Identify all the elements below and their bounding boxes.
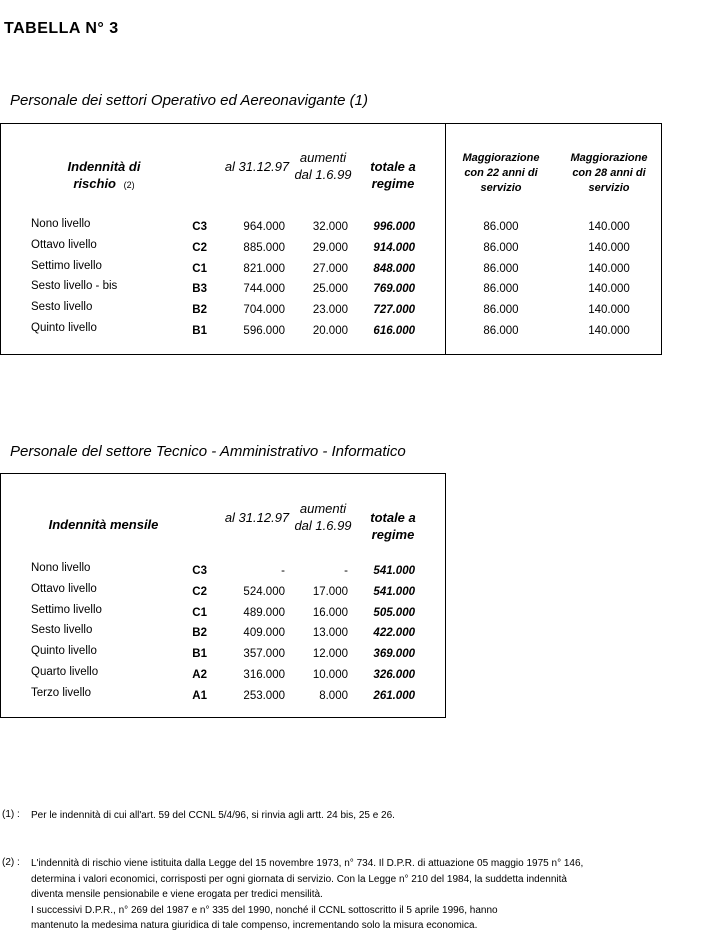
section2-table	[0, 473, 446, 718]
table-row	[1, 686, 445, 711]
section1-heading: Personale dei settori Operativo ed Aereonavigante (1)	[10, 92, 368, 109]
note-line: L'indennità di rischio viene istituita dalla Legge del 15 novembre 1973, n° 734. Il D.P.R. di attuazione 05 maggio 1975 n° 146,	[31, 858, 584, 869]
col-header-totale: totale a regime	[370, 159, 416, 191]
value-magg22: 86.000	[483, 241, 519, 254]
value-totale: 996.000	[373, 221, 415, 233]
value-aumenti: 17.000	[312, 585, 348, 598]
page-title: TABELLA N° 3	[4, 20, 119, 37]
value-magg28: 140.000	[588, 262, 630, 275]
col-header-aumenti: aumenti dal 1.6.99	[294, 501, 352, 533]
value-totale: 261.000	[373, 689, 415, 702]
value-totale: 369.000	[373, 648, 415, 661]
note-ref: (2)	[123, 180, 135, 190]
value-totale: 727.000	[373, 304, 415, 317]
section2-heading: Personale del settore Tecnico - Amministrativo - Informatico	[10, 443, 406, 460]
level-code: C2	[192, 241, 207, 254]
value-totale: 848.000	[373, 262, 415, 275]
note-line: I successivi D.P.R., n° 269 del 1987 e n° 335 del 1990, nonché il CCNL sottoscritto il 5 aprile 1996, hanno	[31, 904, 498, 916]
level-code: B2	[192, 304, 207, 317]
level-code: C2	[192, 585, 207, 598]
value-al: 524.000	[243, 585, 285, 598]
note-line: determina i valori economici, corrisposti per ogni giornata di servizio. Con la Legge n° 210 del 1984, la suddetta indennità	[31, 873, 567, 885]
value-al: 596.000	[243, 325, 285, 337]
level-code: C3	[192, 221, 207, 233]
level-code: B2	[192, 627, 207, 640]
level-name: Settimo livello	[31, 259, 102, 272]
value-aumenti: 29.000	[312, 241, 348, 254]
value-aumenti: 25.000	[312, 283, 348, 296]
value-magg28: 140.000	[588, 241, 630, 254]
value-al: 489.000	[243, 606, 285, 619]
value-al: -	[281, 565, 285, 577]
value-al: 964.000	[243, 221, 285, 233]
level-name: Quinto livello	[31, 322, 97, 334]
value-aumenti: 13.000	[312, 627, 348, 640]
level-name: Nono livello	[31, 218, 91, 230]
value-totale: 505.000	[373, 606, 415, 619]
level-name: Settimo livello	[31, 603, 102, 616]
value-aumenti: 32.000	[312, 221, 348, 233]
value-magg22: 86.000	[483, 283, 519, 296]
value-aumenti: 23.000	[312, 304, 348, 317]
level-code: B1	[192, 648, 207, 661]
col-header-totale: totale a regime	[370, 510, 416, 542]
level-name: Sesto livello	[31, 624, 93, 637]
value-magg28: 140.000	[588, 221, 630, 233]
col-header-indennita-rischio	[49, 158, 159, 194]
value-totale: 914.000	[373, 241, 415, 254]
value-totale: 616.000	[373, 325, 415, 337]
value-magg28: 140.000	[588, 325, 630, 337]
value-totale: 541.000	[373, 565, 415, 577]
value-totale: 541.000	[373, 585, 415, 598]
col-header-al: al 31.12.97	[224, 159, 290, 174]
value-al: 253.000	[243, 689, 285, 702]
value-magg22: 86.000	[483, 304, 519, 317]
level-name: Ottavo livello	[31, 582, 97, 595]
value-aumenti: 12.000	[312, 648, 348, 661]
level-code: C3	[192, 565, 207, 577]
col-header-al: al 31.12.97	[224, 510, 290, 525]
value-al: 821.000	[243, 262, 285, 275]
value-magg22: 86.000	[483, 221, 519, 233]
note-number: (1) :	[2, 809, 20, 820]
note-text	[31, 856, 583, 934]
value-magg28: 140.000	[588, 304, 630, 317]
value-totale: 769.000	[373, 283, 415, 296]
value-aumenti: 10.000	[312, 669, 348, 681]
col-header-indennita-mensile: Indennità mensile	[48, 517, 159, 532]
level-code: C1	[192, 606, 207, 619]
level-name: Sesto livello	[31, 301, 93, 314]
col-header-magg22: Maggiorazione con 22 anni di servizio	[462, 152, 540, 194]
value-al: 357.000	[243, 648, 285, 661]
level-name: Quarto livello	[31, 666, 99, 678]
note-number: (2) :	[2, 857, 20, 868]
level-name: Ottavo livello	[31, 238, 97, 251]
col-header-aumenti: aumenti dal 1.6.99	[294, 150, 352, 182]
level-name: Terzo livello	[31, 686, 92, 699]
value-aumenti: 8.000	[319, 689, 348, 702]
level-name: Nono livello	[31, 562, 91, 574]
level-name: Sesto livello - bis	[31, 280, 118, 293]
value-totale: 422.000	[373, 627, 415, 640]
value-al: 316.000	[243, 669, 285, 681]
value-al: 409.000	[243, 627, 285, 640]
value-al: 744.000	[243, 283, 285, 296]
col-header-magg28: Maggiorazione con 28 anni di servizio	[570, 152, 648, 194]
value-aumenti: -	[344, 565, 348, 577]
table-row	[1, 301, 661, 325]
table-row	[1, 322, 661, 346]
note-text	[31, 808, 395, 824]
table-row	[1, 218, 661, 242]
table-row	[1, 280, 661, 304]
col-header-label: Indennità di rischio	[67, 159, 141, 191]
value-magg28: 140.000	[588, 283, 630, 296]
value-al: 704.000	[243, 304, 285, 317]
value-al: 885.000	[243, 241, 285, 254]
value-aumenti: 16.000	[312, 606, 348, 619]
value-magg22: 86.000	[483, 325, 519, 337]
level-code: A1	[192, 689, 207, 702]
note-line: mantenuto la medesima natura giuridica di tale compenso, incrementando solo la misura economica.	[31, 920, 478, 931]
value-aumenti: 27.000	[312, 262, 348, 275]
value-totale: 326.000	[373, 669, 415, 681]
value-aumenti: 20.000	[312, 325, 348, 337]
level-code: B3	[192, 283, 207, 296]
section1-table	[0, 123, 662, 355]
level-code: C1	[192, 262, 207, 275]
note-line: diventa mensile pensionabile e viene erogata per tredici mensilità.	[31, 889, 323, 900]
level-code: A2	[192, 669, 207, 681]
level-code: B1	[192, 325, 207, 337]
note-line: Per le indennità di cui all'art. 59 del CCNL 5/4/96, si rinvia agli artt. 24 bis, 25 e 26.	[31, 810, 395, 821]
level-name: Quinto livello	[31, 645, 97, 658]
value-magg22: 86.000	[483, 262, 519, 275]
